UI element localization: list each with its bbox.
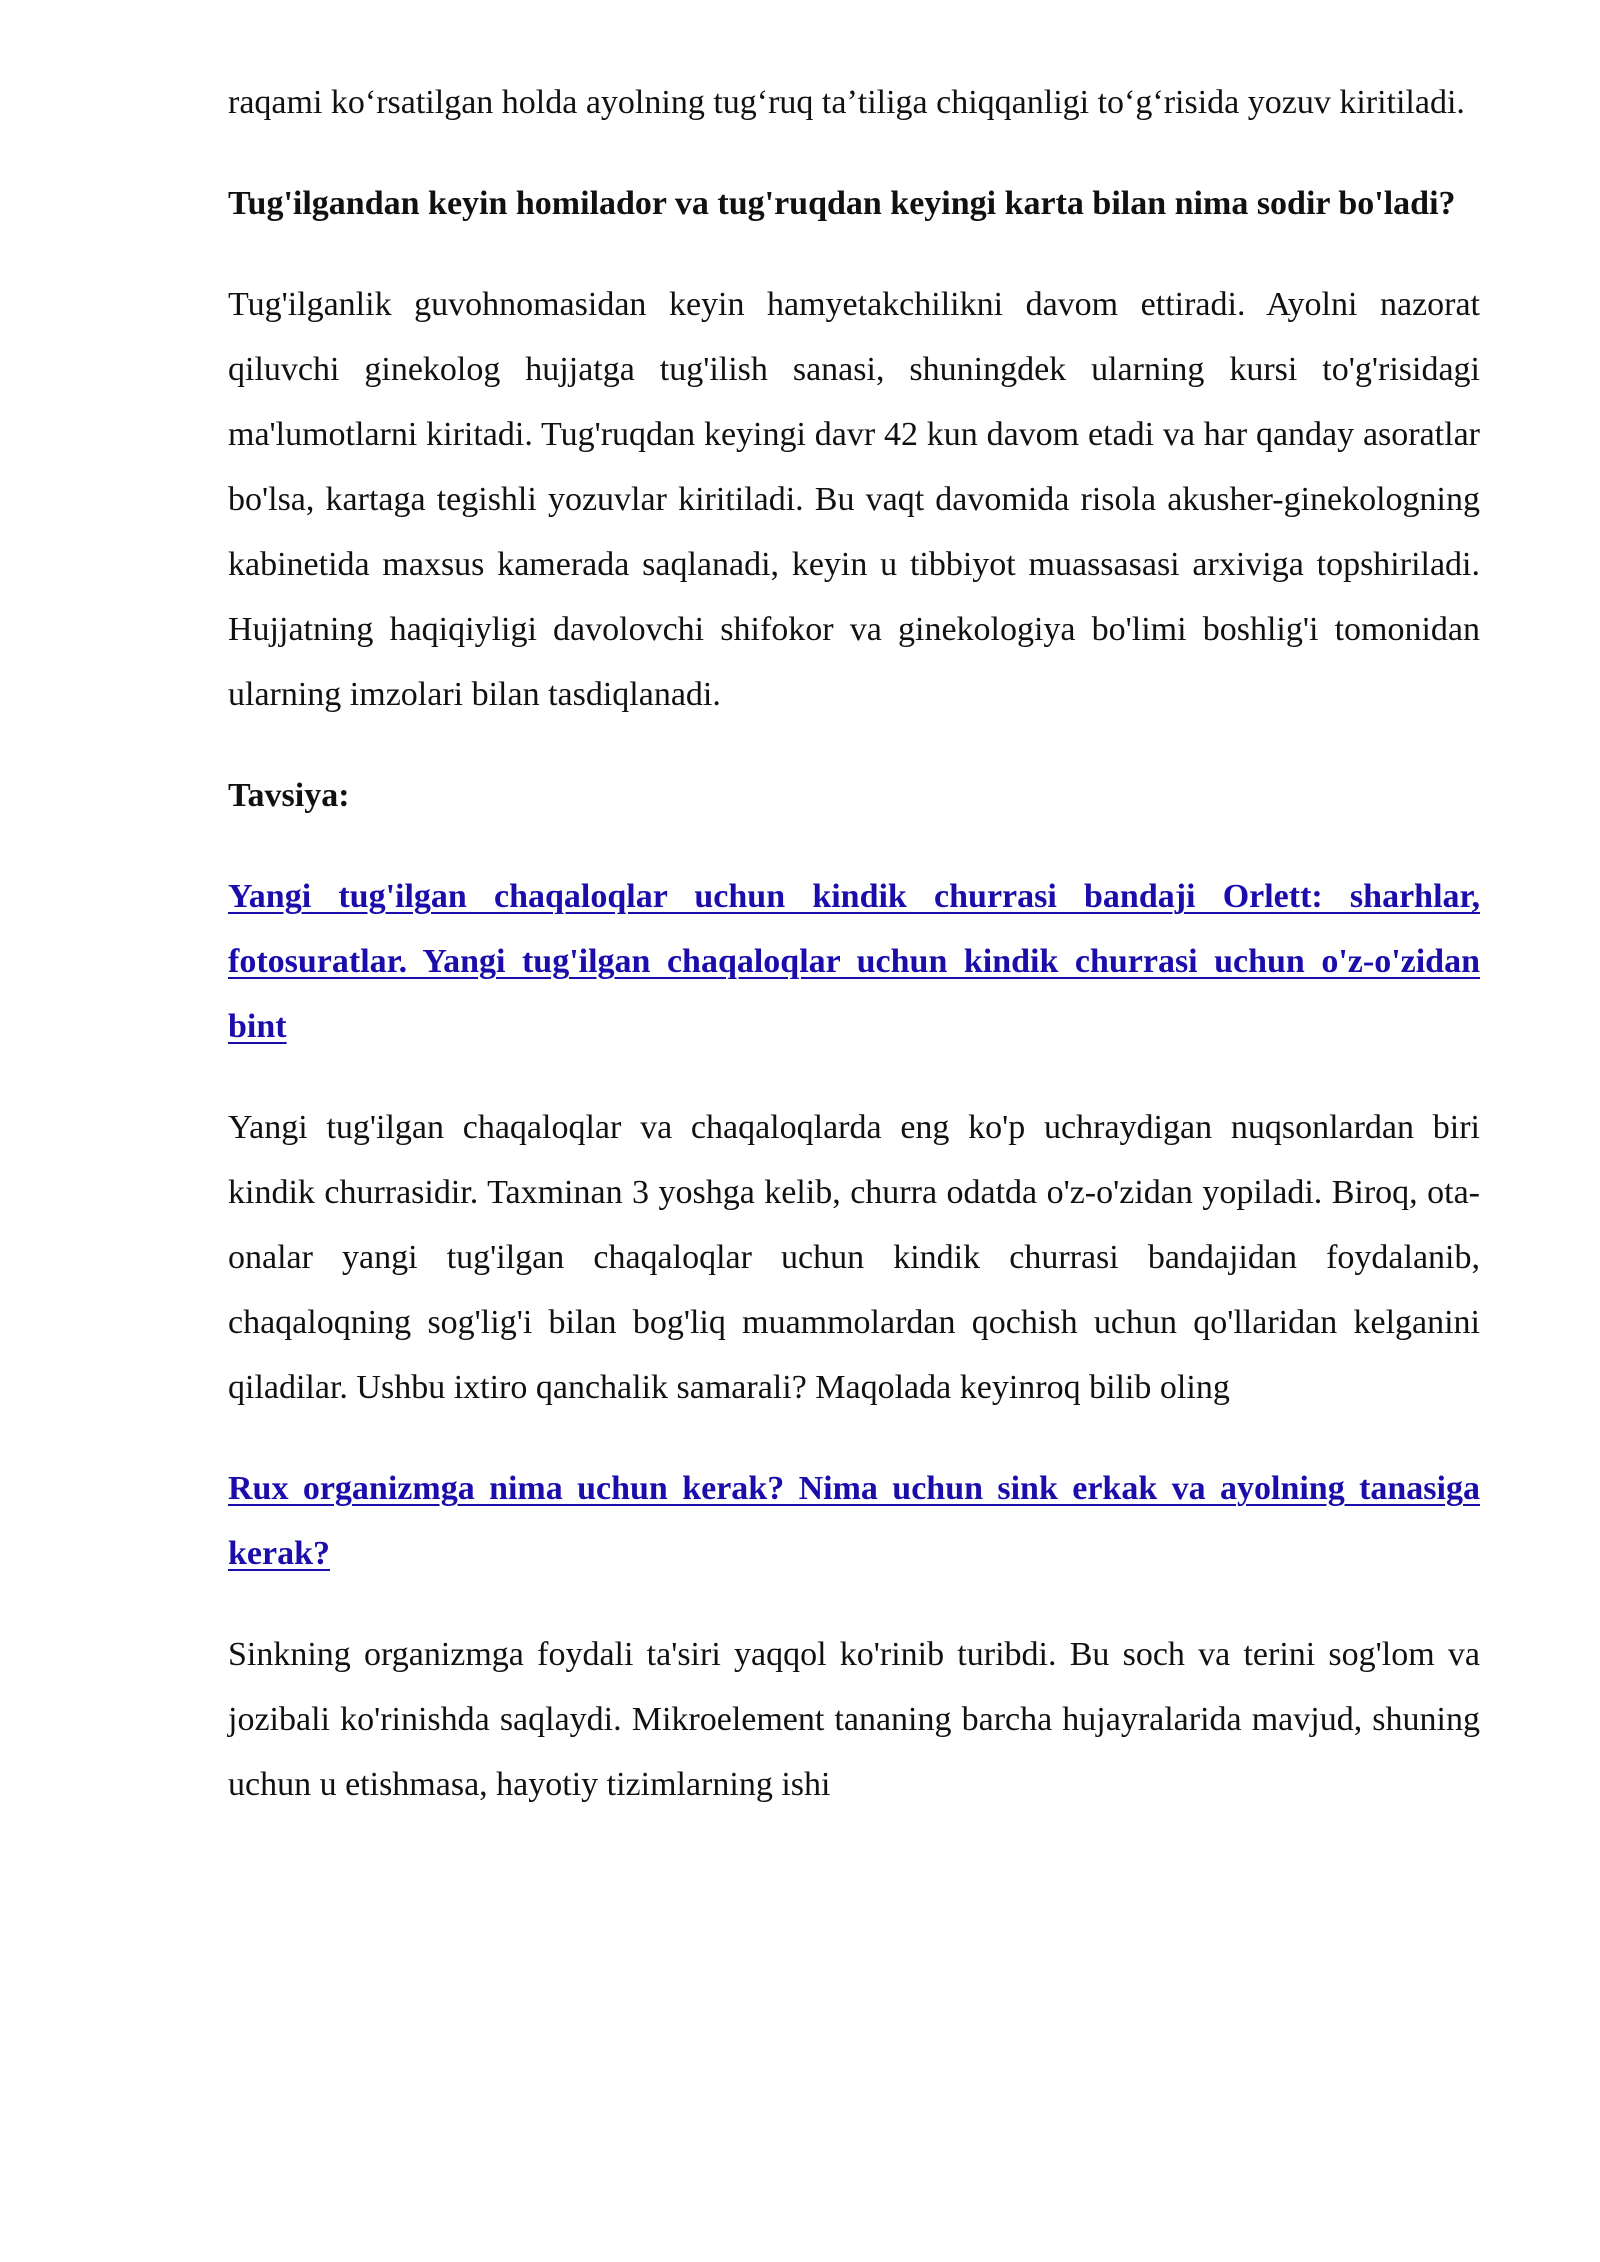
paragraph-zinc: Sinkning organizmga foydali ta'siri yaqqol ko'rinib turibdi. Bu soch va terini sog'lom va jozibali ko'rinishda saqlaydi. Mikroelement tananing barcha hujayralarida mavjud, shuning uchun u etishmasa, hayotiy tizimlarning ishi bbox=[228, 1636, 1480, 1803]
paragraph-umbilical-hernia: Yangi tug'ilgan chaqaloqlar va chaqaloqlarda eng ko'p uchraydigan nuqsonlardan biri kindik churrasidir. Taxminan 3 yoshga kelib, churra odatda o'z-o'zidan yopiladi. Biroq, ota-onalar yangi tug'ilgan chaqaloqlar uchun kindik churrasi bandajidan foydalanib, chaqaloqning sog'lig'i bilan bog'liq muammolardan qochish uchun qo'llaridan kelganini qiladilar. Ushbu ixtiro qanchalik samarali? Maqolada keyinroq bilib oling bbox=[228, 1109, 1480, 1406]
paragraph-maternity-leave: raqami koʻrsatilgan holda ayolning tugʻruq taʼtiliga chiqqanligi toʻgʻrisida yozuv kiritiladi. bbox=[228, 84, 1465, 121]
recommendation-heading: Tavsiya: bbox=[228, 777, 350, 814]
article-link-zinc[interactable]: Rux organizmga nima uchun kerak? Nima uchun sink erkak va ayolning tanasiga kerak? bbox=[228, 1470, 1480, 1572]
article-link-umbilical-hernia-bandage[interactable]: Yangi tug'ilgan chaqaloqlar uchun kindik churrasi bandaji Orlett: sharhlar, fotosuratlar. Yangi tug'ilgan chaqaloqlar uchun kindik churrasi uchun o'z-o'zidan bint bbox=[228, 878, 1480, 1045]
paragraph-postpartum-card: Tug'ilganlik guvohnomasidan keyin hamyetakchilikni davom ettiradi. Ayolni nazorat qiluvchi ginekolog hujjatga tug'ilish sanasi, shuningdek ularning kursi to'g'risidagi ma'lumotlarni kiritadi. Tug'ruqdan keyingi davr 42 kun davom etadi va har qanday asoratlar bo'lsa, kartaga tegishli yozuvlar kiritiladi. Bu vaqt davomida risola akusher-ginekologning kabinetida maxsus kamerada saqlanadi, keyin u tibbiyot muassasasi arxiviga topshiriladi. Hujjatning haqiqiyligi davolovchi shifokor va ginekologiya bo'limi boshlig'i tomonidan ularning imzolari bilan tasdiqlanadi. bbox=[228, 286, 1480, 713]
link-paragraph-zinc bbox=[228, 1456, 1480, 1586]
document-page bbox=[228, 70, 1480, 1817]
link-paragraph-umbilical-hernia bbox=[228, 864, 1480, 1059]
section-heading-postpartum-card: Tug'ilgandan keyin homilador va tug'ruqdan keyingi karta bilan nima sodir bo'ladi? bbox=[228, 185, 1456, 222]
